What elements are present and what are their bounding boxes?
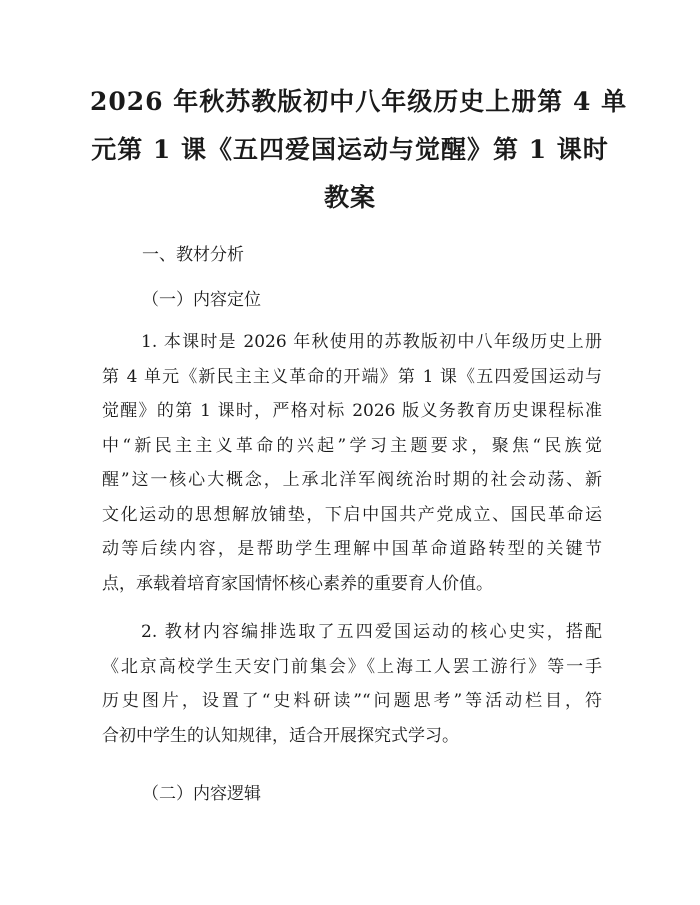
section-heading-textbook-analysis: 一、教材分析 <box>142 245 244 265</box>
paragraph-2 <box>102 615 602 753</box>
paragraph-line: 历史图片，设置了“史料研读”“问题思考”等活动栏目，符 <box>102 691 602 711</box>
paragraph-line: 《北京高校学生天安门前集会》《上海工人罢工游行》等一手 <box>102 656 602 677</box>
paragraph-line: 第 4 单元《新民主主义革命的开端》第 1 课《五四爱国运动与 <box>102 366 602 387</box>
paragraph-line: 点，承载着培育家国情怀核心素养的重要育人价值。 <box>102 573 493 594</box>
subsection-heading-content-positioning: （一）内容定位 <box>142 290 261 310</box>
paragraph-line: 动等后续内容，是帮助学生理解中国革命道路转型的关键节 <box>102 539 602 559</box>
title-line-1: 2026 年秋苏教版初中八年级历史上册第 4 单 <box>90 87 628 116</box>
document-title <box>90 78 628 222</box>
paragraph-line: 1. 本课时是 2026 年秋使用的苏教版初中八年级历史上册 <box>141 332 602 352</box>
paragraph-line: 醒”这一核心大概念，上承北洋军阀统治时期的社会动荡、新 <box>102 470 602 490</box>
subsection-heading-content-logic: （二）内容逻辑 <box>142 784 261 804</box>
paragraph-line: 合初中学生的认知规律，适合开展探究式学习。 <box>102 725 459 746</box>
paragraph-line: 文化运动的思想解放铺垫，下启中国共产党成立、国民革命运 <box>102 504 602 525</box>
paragraph-line: 中“新民主主义革命的兴起”学习主题要求，聚焦“民族觉 <box>102 435 602 456</box>
paragraph-1 <box>102 325 602 601</box>
paragraph-line: 2. 教材内容编排选取了五四爱国运动的核心史实，搭配 <box>141 622 602 642</box>
paragraph-line: 觉醒》的第 1 课时，严格对标 2026 版义务教育历史课程标准 <box>102 401 602 421</box>
title-line-2: 元第 1 课《五四爱国运动与觉醒》第 1 课时 <box>91 135 609 164</box>
title-line-3: 教案 <box>323 183 376 212</box>
